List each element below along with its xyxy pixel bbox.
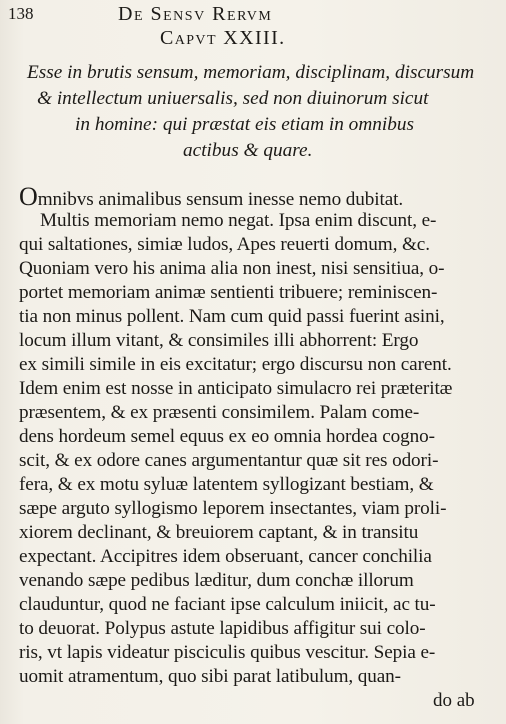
page-header [8,3,388,27]
body-line: Idem enim est nosse in anticipato simulacro rei præteritæ [19,378,453,399]
body-line: dens hordeum semel equus ex eo omnia hordea cogno- [19,426,435,447]
chapter-heading: Capvt XXIII. [160,27,286,49]
running-head: De Sensv Rervm [118,3,273,25]
body-line: qui saltationes, simiæ ludos, Apes reuerti domum, &c. [19,234,430,255]
first-line-text: mnibvs animalibus sensum inesse nemo dubitat. [37,189,404,210]
catchword: do ab [433,690,475,711]
body-line: tia non minus pollent. Nam cum quid passi fuerint asini, [19,306,445,327]
body-line: venando sæpe pedibus læditur, dum conchæ illorum [19,570,414,591]
body-line: xiorem declinant, & breuiorem captant, & in transitu [19,522,419,543]
body-line: locum illum vitant, & consimiles illi abhorrent: Ergo [19,330,419,351]
body-line-first [19,182,404,212]
body-line: præsentem, & ex præsenti consimilem. Palam come- [19,402,420,423]
body-line: to deuorat. Polypus astute lapidibus affigitur sui colo- [19,618,426,639]
body-line: Quoniam vero his anima alia non inest, nisi sensitiua, o- [19,258,445,279]
chapter-summary [27,60,497,164]
drop-cap: O [19,182,38,211]
body-line: expectant. Accipitres idem obseruant, cancer conchilia [19,546,432,567]
body-line: scit, & ex odore canes argumentantur quæ sit res odori- [19,450,439,471]
body-line: clauduntur, quod ne faciant ipse calculum iniicit, ac tu- [19,594,436,615]
body-line: ex simili simile in eis excitatur; ergo discursu non carent. [19,354,452,375]
body-line: fera, & ex motu syluæ latentem syllogizant bestiam, & [19,474,434,495]
body-line: portet memoriam animæ sentienti tribuere; reminiscen- [19,282,438,303]
summary-line: in homine: qui præstat eis etiam in omnibus [75,114,415,135]
body-line: ris, vt lapis videatur pisciculis quibus vescitur. Sepia e- [19,642,436,663]
body-line: sæpe arguto syllogismo leporem insectantes, viam proli- [19,498,447,519]
body-line: Multis memoriam nemo negat. Ipsa enim discunt, e- [40,210,437,231]
summary-line: Esse in brutis sensum, memoriam, disciplinam, discursum [27,62,475,83]
summary-line: actibus & quare. [183,140,313,161]
page-number: 138 [8,4,34,23]
body-line: uomit atramentum, quo sibi parat latibulum, quan- [19,666,401,687]
summary-line: & intellectum uniuersalis, sed non diuinorum sicut [37,88,429,109]
